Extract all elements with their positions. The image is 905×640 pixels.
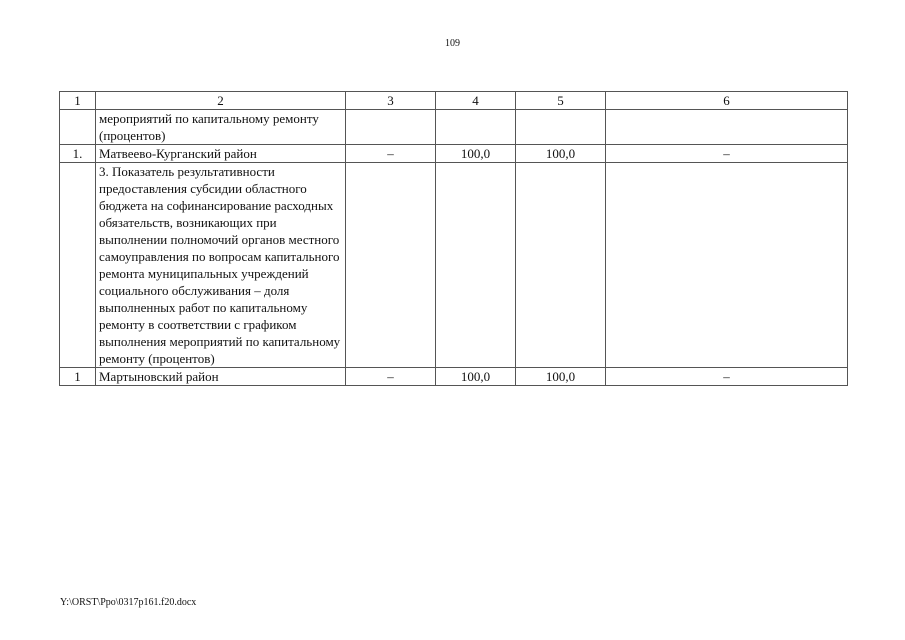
table-row [60, 368, 848, 386]
row-number-cell [60, 110, 96, 145]
header-row [60, 92, 848, 110]
value-cell-6: – [606, 145, 848, 163]
value-cell-3: – [346, 145, 436, 163]
page-number: 109 [445, 38, 460, 49]
header-col-4: 4 [436, 92, 516, 110]
table-row [60, 163, 848, 368]
header-col-3: 3 [346, 92, 436, 110]
table-row [60, 110, 848, 145]
value-cell-6: – [606, 368, 848, 386]
value-cell-3 [346, 110, 436, 145]
header-col-6: 6 [606, 92, 848, 110]
footer-file-path: Y:\ORST\Ppo\0317p161.f20.docx [60, 597, 197, 608]
value-cell-6 [606, 163, 848, 368]
value-cell-6 [606, 110, 848, 145]
row-number-cell: 1 [60, 368, 96, 386]
district-name-cell: Матвеево-Курганский район [96, 145, 346, 163]
district-name-cell: Мартыновский район [96, 368, 346, 386]
value-cell-4 [436, 163, 516, 368]
header-col-5: 5 [516, 92, 606, 110]
table-row [60, 145, 848, 163]
header-col-2: 2 [96, 92, 346, 110]
value-cell-3: – [346, 368, 436, 386]
value-cell-4: 100,0 [436, 145, 516, 163]
header-col-1: 1 [60, 92, 96, 110]
value-cell-4: 100,0 [436, 368, 516, 386]
value-cell-3 [346, 163, 436, 368]
indicator-text-cell: мероприятий по капитальному ремонту (процентов) [96, 110, 346, 145]
row-number-cell: 1. [60, 145, 96, 163]
value-cell-5: 100,0 [516, 368, 606, 386]
value-cell-5 [516, 110, 606, 145]
data-table [59, 91, 848, 386]
row-number-cell [60, 163, 96, 368]
indicator-text-cell: 3. Показатель результативности предоставления субсидии областного бюджета на софинансирование расходных обязательств, возникающих при выполнении полномочий органов местного самоуправления по вопросам капитального ремонта муниципальных учреждений социального обслуживания – доля выполненных работ по капитальному ремонту в соответствии с графиком выполнения мероприятий по капитальному ремонту (процентов) [96, 163, 346, 368]
value-cell-5: 100,0 [516, 145, 606, 163]
value-cell-4 [436, 110, 516, 145]
value-cell-5 [516, 163, 606, 368]
